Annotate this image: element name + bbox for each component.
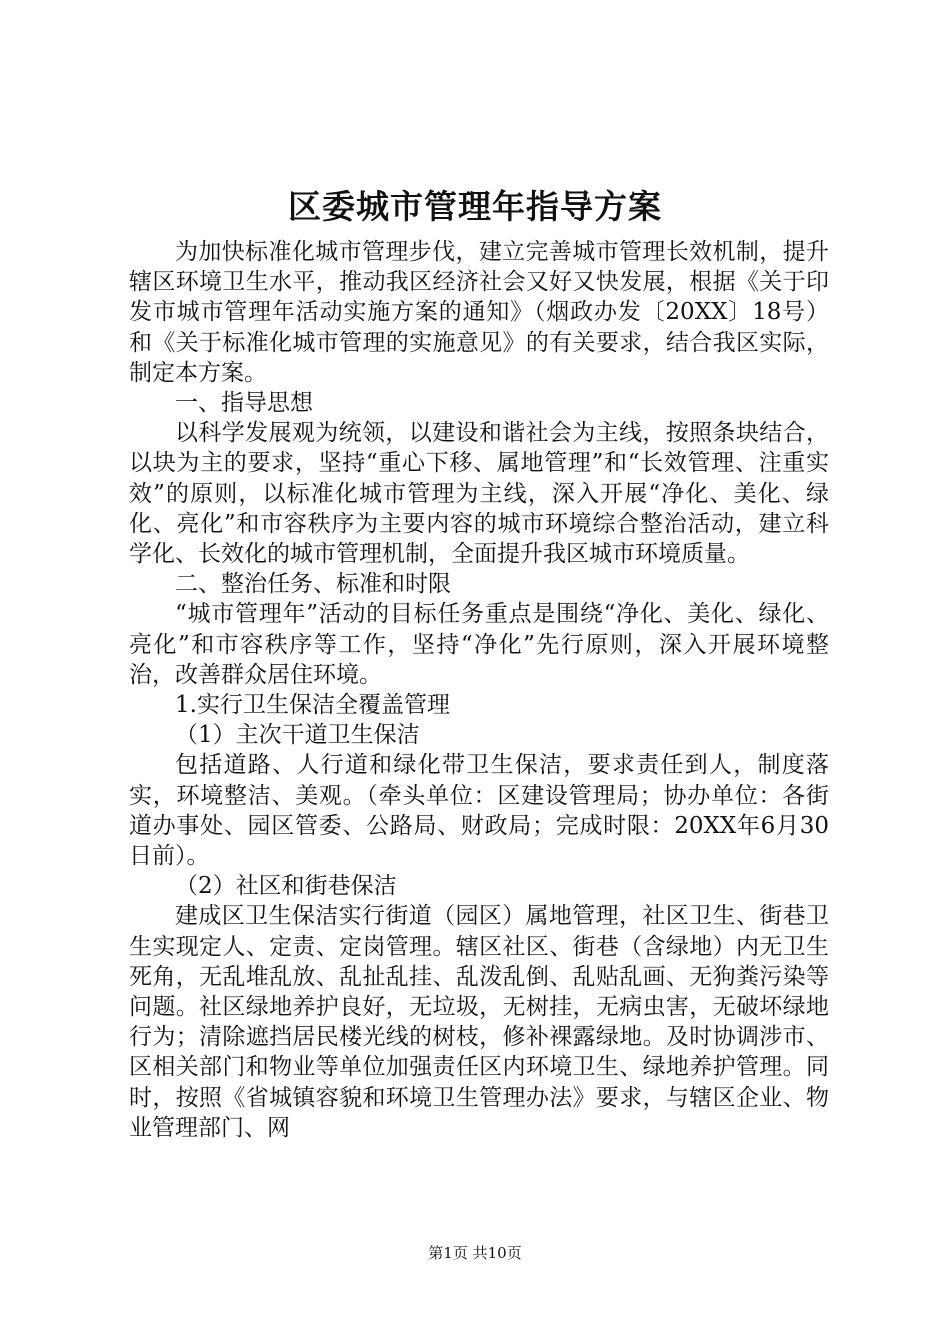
intro-paragraph: 为加快标准化城市管理步伐，建立完善城市管理长效机制，提升辖区环境卫生水平，推动我区经济社会又好又快发展，根据《关于印发市城市管理年活动实施方案的通知》（烟政办发〔20XX〕18号）和《关于标准化城市管理的实施意见》的有关要求，结合我区实际，制定本方案。 bbox=[129, 239, 829, 386]
item-heading-community-streets: （2）社区和街巷保洁 bbox=[175, 873, 397, 900]
subsection-heading-sanitation: 1.实行卫生保洁全覆盖管理 bbox=[175, 692, 450, 719]
guiding-ideology-paragraph: 以科学发展观为统领，以建设和谐社会为主线，按照条块结合，以块为主的要求，坚持“重心下移、属地管理”和“长效管理、注重实效”的原则，以标准化城市管理为主线，深入开展“净化、美化、绿化、亮化”和市容秩序为主要内容的城市环境综合整治活动，建立科学化、长效化的城市管理机制，全面提升我区城市环境质量。 bbox=[129, 420, 829, 568]
document-body bbox=[129, 237, 829, 1143]
item-heading-main-roads: （1）主次干道卫生保洁 bbox=[175, 722, 420, 749]
page-title: 区委城市管理年指导方案 bbox=[288, 187, 662, 226]
section-heading-guiding-ideology: 一、指导思想 bbox=[175, 390, 313, 417]
community-streets-paragraph: 建成区卫生保洁实行街道（园区）属地管理，社区卫生、街巷卫生实现定人、定责、定岗管理。辖区社区、街巷（含绿地）内无卫生死角，无乱堆乱放、乱扯乱挂、乱泼乱倒、乱贴乱画、无狗粪污染等问题。社区绿地养护良好，无垃圾，无树挂，无病虫害，无破坏绿地行为；清除遮挡居民楼光线的树枝，修补裸露绿地。及时协调涉市、区相关部门和物业等单位加强责任区内环境卫生、绿地养护管理。同时，按照《省城镇容貌和环境卫生管理办法》要求，与辖区企业、物业管理部门、网 bbox=[129, 903, 829, 1141]
section-heading-tasks: 二、整治任务、标准和时限 bbox=[175, 571, 451, 598]
tasks-paragraph: “城市管理年”活动的目标任务重点是围绕“净化、美化、绿化、亮化”和市容秩序等工作，坚持“净化”先行原则，深入开展环境整治，改善群众居住环境。 bbox=[129, 601, 829, 688]
page-number: 第1页 共10页 bbox=[428, 1244, 522, 1262]
main-roads-paragraph: 包括道路、人行道和绿化带卫生保洁，要求责任到人，制度落实，环境整洁、美观。（牵头单位：区建设管理局；协办单位：各街道办事处、园区管委、公路局、财政局；完成时限：20XX年6月30日前）。 bbox=[129, 752, 829, 870]
